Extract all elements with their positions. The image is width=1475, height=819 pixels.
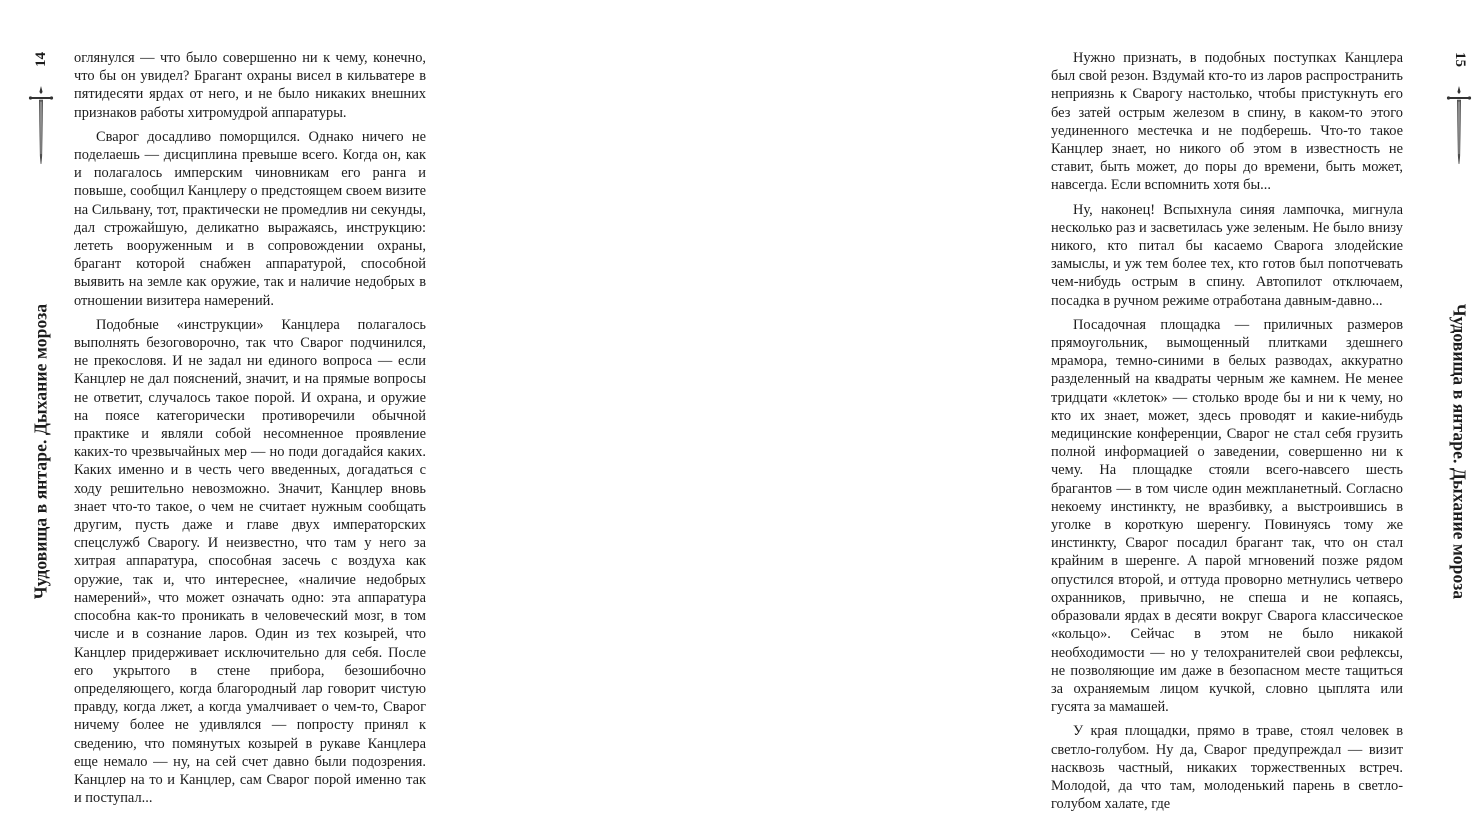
right-page <box>500 0 1470 813</box>
right-page-text <box>1051 49 1403 819</box>
paragraph: Посадочная площадка — приличных размеров прямоугольник, вымощенный плитками здешнего мрамора, темно-синими в белых разводах, аккуратно разделенный на квадраты черным же камнем. Не менее тридцати «клеток» — столько вроде бы и ни к чему, но кто их знает, может, здесь проводят и какие-нибудь медицинские конференции, Сварог не стал себя грузить полной информацией о заведении, совершенно ни к чему. На площадке стояли всего-навсего шесть брагантов — в том числе один межпланетный. Согласно некоему инстинкту, не вразбивку, а выстроившись в уголке в короткую шеренгу. Повинуясь тому же инстинкту, Сварог посадил брагант так, что он стал крайним в шеренге. А парой мгновений позже рядом опустился второй, и оттуда проворно метнулись четверо охранников, привычно, не спеша и не копаясь, образовали ярдах в десяти вокруг Сварога классическое «кольцо». Сейчас в этом не было никакой необходимости — но у телохранителей свои рефлексы, не позволяющие им даже в безопасном месте тащиться за охраняемым лицом кучкой, словно цыплята или гусята за мамашей. <box>1051 316 1403 716</box>
sword-ornament-icon <box>29 84 53 168</box>
left-page-text <box>74 49 426 813</box>
paragraph: Подобные «инструкции» Канцлера полагалось выполнять безоговорочно, так что Сварог подчинился, не прекословя. И не задал ни единого вопроса — если Канцлер не дал пояснений, значит, и на прямые вопросы не ответит, случалось такое порой. И охрана, и оружие на поясе категорически противоречили обычной практике и являли собой несомненное проявление каких-то чрезвычайных мер — но поди догадайся каких. Каких именно и в честь чего введенных, догадаться с ходу решительно невозможно. Значит, Канцлер вновь знает что-то такое, о чем не считает нужным сообщать другим, пусть даже и главе двух императорских спецслужб Сварогу. И неизвестно, что там у него за хитрая аппаратура, способная засечь с воздуха как оружие, так и, что интереснее, «наличие недобрых намерений», что может означать одно: эта аппаратура способна как-то проникать в человеческий мозг, в том числе и в сознание ларов. Один из тех козырей, что Канцлер придерживает исключительно для себя. После его укрытого в стене прибора, безошибочно определяющего, когда благородный лар говорит чистую правду, когда лжет, а когда умалчивает о чем-то, Сварог ничему более не удивлялся — попросту принял к сведению, что помянутых козырей в рукаве Канцлера еще немало — ну, на сей счет давно были подозрения. Канцлер на то и Канцлер, сам Сварог порой именно так и поступал... <box>74 316 426 807</box>
sword-ornament-icon <box>1447 84 1471 168</box>
left-page <box>0 0 500 807</box>
paragraph: оглянулся — что было совершенно ни к чему, конечно, что бы он увидел? Брагант охраны висел в кильватере в пятидесяти ярдах от него, и не было никаких внешних признаков работы хитромудрой аппаратуры. <box>74 50 426 121</box>
paragraph: Ну, наконец! Вспыхнула синяя лампочка, мигнула несколько раз и засветилась уже зеленым. Не было внизу никого, кто питал бы касаемо Сварога злодейские замыслы, и уж тем более тех, кто готов был попотчевать чем-нибудь острым в спину. Автопилот отключаем, посадка в ручном режиме отработана давным-давно... <box>1051 201 1403 309</box>
paragraph: Сварог досадливо поморщился. Однако ничего не поделаешь — дисциплина превыше всего. Когда он, как и полагалось имперским чиновникам его ранга и повыше, сообщил Канцлеру о предстоящем своем визите на Сильвану, тот, практически не промедлив ни секунды, дал строжайшую, деликатно выражаясь, инструкцию: лететь вооруженным и в сопровождении охраны, брагант которой снабжен аппаратурой, способной выявить на земле как оружие, так и наличие недобрых в отношении визитера намерений. <box>74 128 426 309</box>
page-number-left: 14 <box>32 51 49 67</box>
running-head-right: Чудовища в янтаре. Дыхание мороза <box>1449 303 1470 600</box>
paragraph: Нужно признать, в подобных поступках Канцлера был свой резон. Вздумай кто-то из ларов распространить неприязнь к Сварогу настолько, чтобы пристукнуть его без затей острым железом в спину, в каком-то этого уединенного местечка и не подберешь. Что-то такое Канцлер знает, но никого об этом в известность не ставит, быть может, до поры до времени, быть может, навсегда. Если вспомнить хотя бы... <box>1051 50 1403 194</box>
running-head-left: Чудовища в янтаре. Дыхание мороза <box>30 303 51 600</box>
paragraph: У края площадки, прямо в траве, стоял человек в светло-голубом. Ну да, Сварог предупреждал — визит насквозь частный, никаких торжественных встреч. Молодой, да что там, молоденький парень в светло-голубом халате, где <box>1051 723 1403 813</box>
page-number-right: 15 <box>1451 51 1468 67</box>
